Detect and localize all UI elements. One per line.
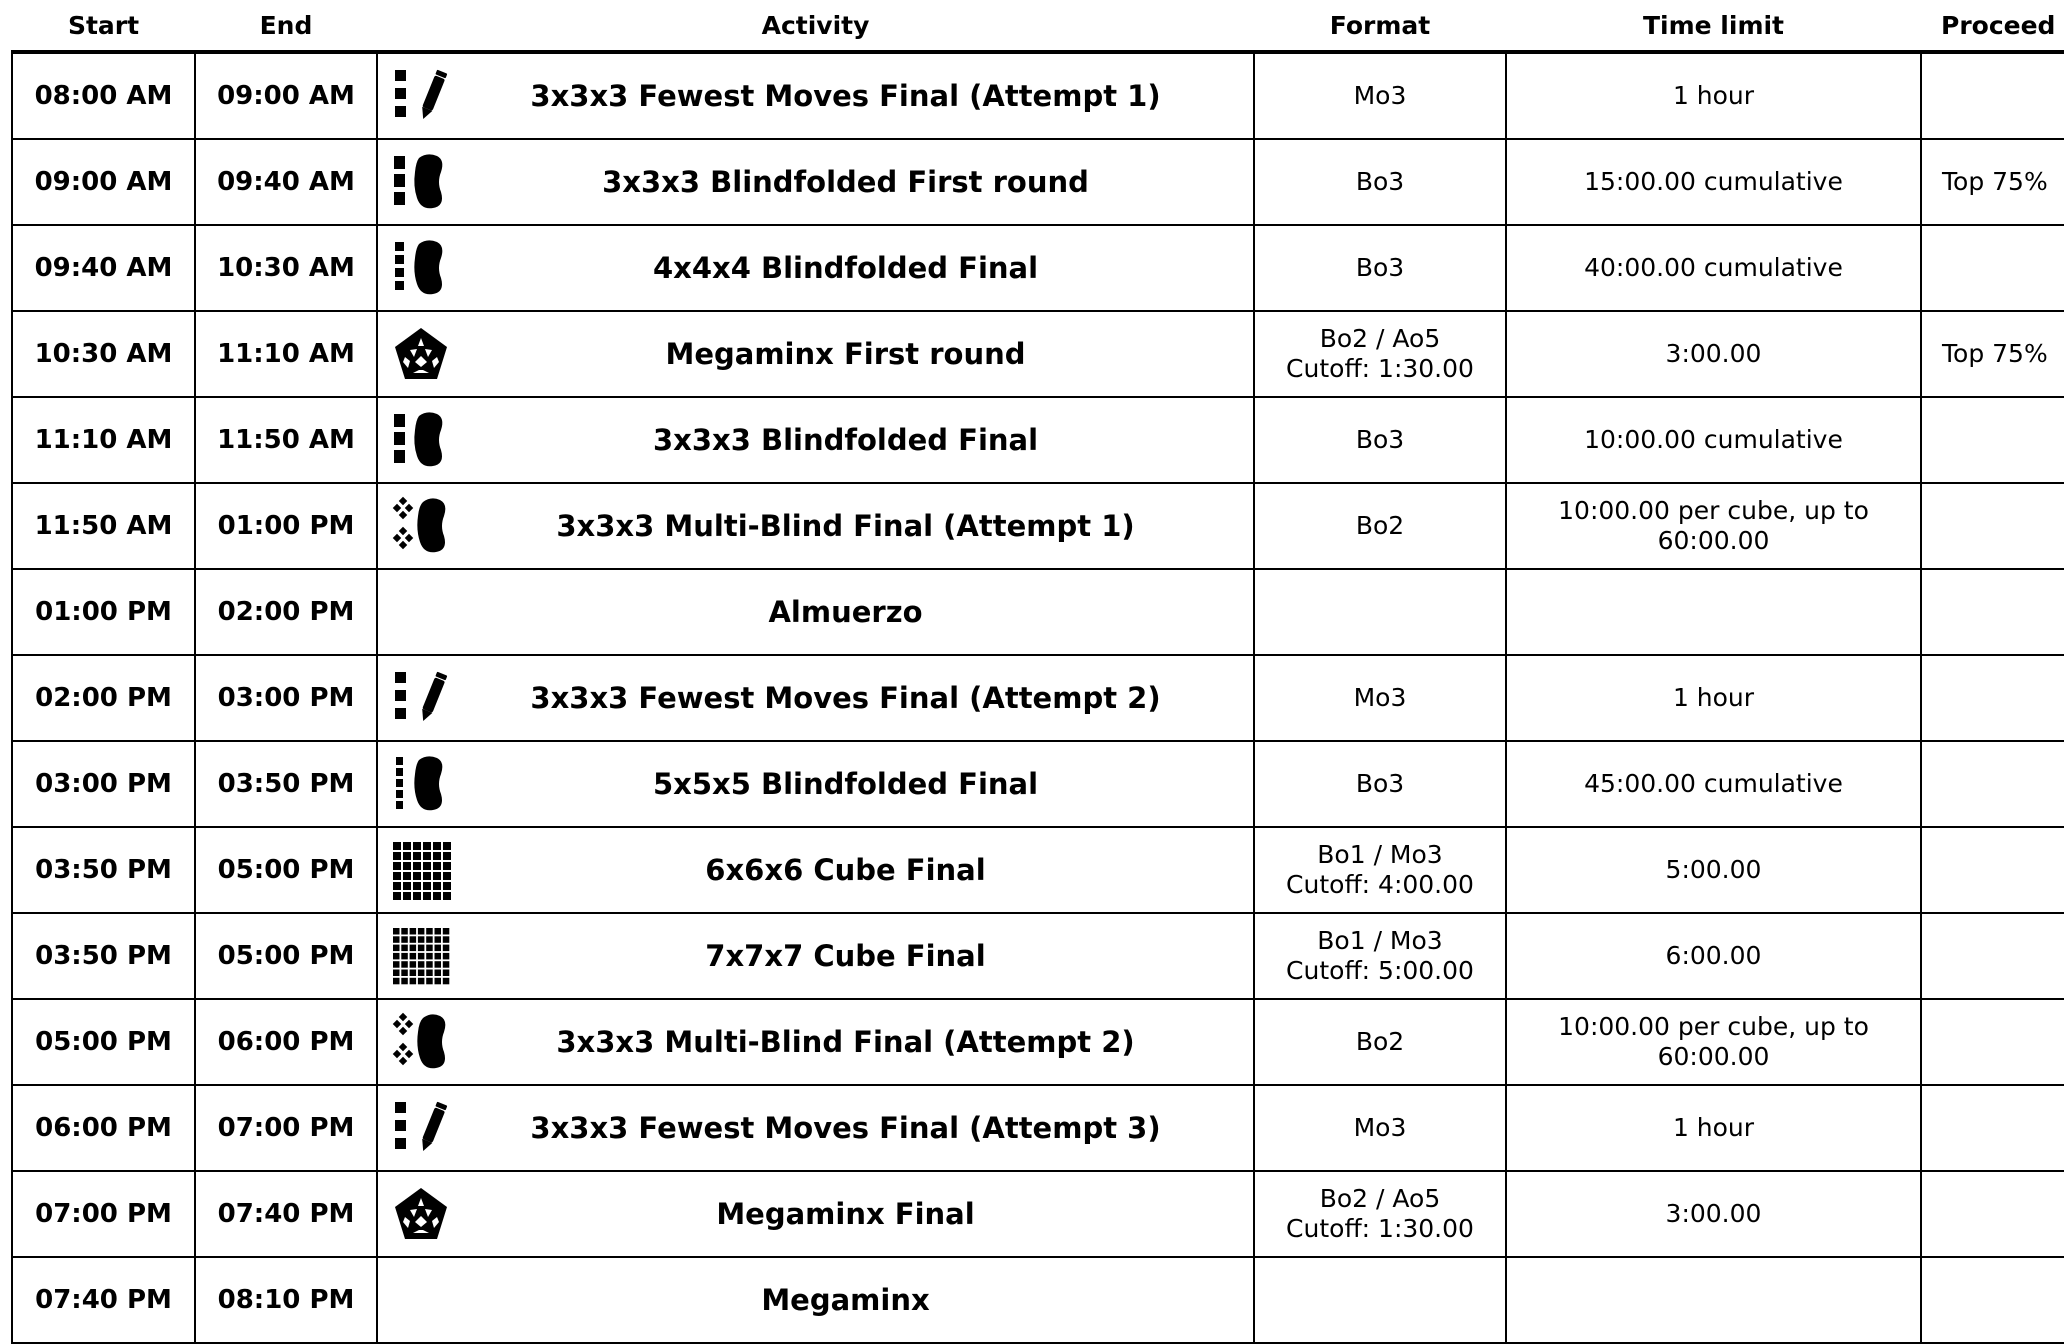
time-limit-value: 1 hour [1672,683,1755,712]
activity-name: 3x3x3 Multi-Blind Final (Attempt 1) [556,509,1135,543]
header-time-limit: Time limit [1506,0,1921,52]
fewest-moves-icon [391,66,451,126]
multi-blind-icon [391,496,451,556]
format-cell [1254,655,1506,741]
time-limit-cell [1506,827,1921,913]
start-time: 11:10 AM [12,397,195,483]
format-cell [1254,569,1506,655]
format-cell [1254,999,1506,1085]
proceed-cell [1921,483,2064,569]
time-limit-value: 1 hour [1672,1113,1755,1142]
time-limit-cell [1506,1171,1921,1257]
cutoff-value: Cutoff: 5:00.00 [1286,956,1474,985]
schedule-row [12,569,2064,655]
fewest-moves-icon [391,1098,451,1158]
start-time: 07:40 PM [12,1257,195,1343]
format-value: Mo3 [1353,81,1407,110]
format-cell [1254,483,1506,569]
cutoff-value: Cutoff: 4:00.00 [1286,870,1474,899]
format-value: Mo3 [1353,683,1407,712]
activity-name: Almuerzo [768,595,923,629]
schedule-table [11,0,2064,1344]
activity-cell [377,139,1254,225]
time-limit-value-cont: 60:00.00 [1657,526,1770,555]
start-time: 08:00 AM [12,52,195,139]
schedule-row [12,52,2064,139]
activity-name: 7x7x7 Cube Final [705,939,986,973]
time-limit-value-cont: 60:00.00 [1657,1042,1770,1071]
format-value: Mo3 [1353,1113,1407,1142]
format-cell [1254,397,1506,483]
time-limit-value: 3:00.00 [1665,339,1762,368]
proceed-cell [1921,655,2064,741]
proceed-cell [1921,741,2064,827]
header-end: End [195,0,377,52]
activity-cell [377,827,1254,913]
time-limit-value: 40:00.00 cumulative [1584,253,1843,282]
end-time: 11:50 AM [195,397,377,483]
schedule-row [12,741,2064,827]
format-cell [1254,225,1506,311]
schedule-row [12,913,2064,999]
format-cell [1254,311,1506,397]
activity-name: 3x3x3 Fewest Moves Final (Attempt 2) [530,681,1161,715]
time-limit-cell [1506,1085,1921,1171]
time-limit-cell [1506,569,1921,655]
end-time: 10:30 AM [195,225,377,311]
end-time: 08:10 PM [195,1257,377,1343]
activity-cell [377,397,1254,483]
activity-name: 3x3x3 Fewest Moves Final (Attempt 1) [530,79,1161,113]
megaminx-icon [391,1184,451,1244]
time-limit-value: 10:00.00 cumulative [1584,425,1843,454]
megaminx-icon [391,324,451,384]
schedule-row [12,999,2064,1085]
start-time: 05:00 PM [12,999,195,1085]
time-limit-value: 10:00.00 per cube, up to [1558,1012,1869,1041]
activity-name: Megaminx Final [716,1197,975,1231]
format-value: Bo3 [1355,253,1405,282]
end-time: 11:10 AM [195,311,377,397]
time-limit-value: 5:00.00 [1665,855,1762,884]
format-value: Bo2 [1355,1027,1405,1056]
schedule-row [12,139,2064,225]
schedule-row [12,311,2064,397]
activity-cell [377,913,1254,999]
fewest-moves-icon [391,668,451,728]
schedule-row [12,483,2064,569]
header-proceed: Proceed [1921,0,2064,52]
schedule-row [12,1171,2064,1257]
proceed-cell [1921,397,2064,483]
activity-name: Megaminx First round [665,337,1026,371]
activity-name: 3x3x3 Blindfolded Final [652,423,1039,457]
format-cell [1254,827,1506,913]
end-time: 01:00 PM [195,483,377,569]
proceed-cell [1921,1171,2064,1257]
activity-name: 3x3x3 Blindfolded First round [602,165,1089,199]
format-cell [1254,741,1506,827]
time-limit-cell [1506,139,1921,225]
blindfolded-5x5-icon [391,754,451,814]
activity-name: 3x3x3 Multi-Blind Final (Attempt 2) [556,1025,1135,1059]
format-value: Bo2 [1355,511,1405,540]
start-time: 03:50 PM [12,827,195,913]
time-limit-cell [1506,52,1921,139]
end-time: 02:00 PM [195,569,377,655]
time-limit-cell [1506,311,1921,397]
activity-name: 3x3x3 Fewest Moves Final (Attempt 3) [530,1111,1161,1145]
cube-7x7-icon [391,926,451,986]
proceed-cell [1921,569,2064,655]
time-limit-cell [1506,483,1921,569]
header-start: Start [12,0,195,52]
start-time: 07:00 PM [12,1171,195,1257]
header-row [12,0,2064,52]
proceed-cell [1921,913,2064,999]
format-cell [1254,1171,1506,1257]
format-value: Bo3 [1355,769,1405,798]
end-time: 03:00 PM [195,655,377,741]
blindfolded-3x3-icon [391,410,451,470]
start-time: 01:00 PM [12,569,195,655]
format-cell [1254,52,1506,139]
format-value: Bo2 / Ao5 [1319,324,1441,353]
format-cell [1254,1085,1506,1171]
time-limit-value: 6:00.00 [1665,941,1762,970]
activity-name: 4x4x4 Blindfolded Final [652,251,1039,285]
end-time: 09:00 AM [195,52,377,139]
format-cell [1254,1257,1506,1343]
proceed-cell [1921,999,2064,1085]
format-value: Bo2 / Ao5 [1319,1184,1441,1213]
blindfolded-4x4-icon [391,238,451,298]
end-time: 09:40 AM [195,139,377,225]
activity-cell [377,52,1254,139]
activity-cell [377,1085,1254,1171]
start-time: 03:50 PM [12,913,195,999]
format-value: Bo3 [1355,425,1405,454]
cutoff-value: Cutoff: 1:30.00 [1286,354,1474,383]
end-time: 05:00 PM [195,913,377,999]
cube-6x6-icon [391,840,451,900]
cutoff-value: Cutoff: 1:30.00 [1286,1214,1474,1243]
schedule-row [12,655,2064,741]
blindfolded-3x3-icon [391,152,451,212]
schedule-row [12,397,2064,483]
proceed-cell [1921,1085,2064,1171]
proceed-cell [1921,225,2064,311]
format-value: Bo3 [1355,167,1405,196]
activity-name: 5x5x5 Blindfolded Final [652,767,1039,801]
header-format: Format [1254,0,1506,52]
schedule-row [12,1085,2064,1171]
activity-cell [377,655,1254,741]
start-time: 02:00 PM [12,655,195,741]
format-cell [1254,139,1506,225]
activity-cell [377,1171,1254,1257]
proceed-cell [1921,1257,2064,1343]
start-time: 09:00 AM [12,139,195,225]
multi-blind-icon [391,1012,451,1072]
activity-cell [377,483,1254,569]
schedule-row [12,1257,2064,1343]
time-limit-value: 45:00.00 cumulative [1584,769,1843,798]
format-value: Bo1 / Mo3 [1317,840,1443,869]
time-limit-value: 15:00.00 cumulative [1584,167,1843,196]
start-time: 09:40 AM [12,225,195,311]
activity-cell [377,569,1254,655]
start-time: 10:30 AM [12,311,195,397]
proceed-cell: Top 75% [1921,139,2064,225]
time-limit-value: 3:00.00 [1665,1199,1762,1228]
schedule-row [12,225,2064,311]
end-time: 03:50 PM [195,741,377,827]
time-limit-cell [1506,397,1921,483]
proceed-cell: Top 75% [1921,311,2064,397]
time-limit-cell [1506,1257,1921,1343]
format-cell [1254,913,1506,999]
activity-name: Megaminx [761,1283,930,1317]
start-time: 11:50 AM [12,483,195,569]
activity-cell [377,741,1254,827]
header-activity: Activity [377,0,1254,52]
schedule-row [12,827,2064,913]
activity-cell [377,999,1254,1085]
time-limit-cell [1506,741,1921,827]
schedule-body [12,52,2064,1343]
time-limit-value: 1 hour [1672,81,1755,110]
format-value: Bo1 / Mo3 [1317,926,1443,955]
end-time: 05:00 PM [195,827,377,913]
start-time: 06:00 PM [12,1085,195,1171]
time-limit-value: 10:00.00 per cube, up to [1558,496,1869,525]
activity-cell [377,225,1254,311]
activity-name: 6x6x6 Cube Final [705,853,986,887]
time-limit-cell [1506,655,1921,741]
end-time: 07:40 PM [195,1171,377,1257]
time-limit-cell [1506,225,1921,311]
activity-cell [377,1257,1254,1343]
activity-cell [377,311,1254,397]
time-limit-cell [1506,999,1921,1085]
end-time: 06:00 PM [195,999,377,1085]
proceed-cell [1921,52,2064,139]
time-limit-cell [1506,913,1921,999]
end-time: 07:00 PM [195,1085,377,1171]
start-time: 03:00 PM [12,741,195,827]
proceed-cell [1921,827,2064,913]
